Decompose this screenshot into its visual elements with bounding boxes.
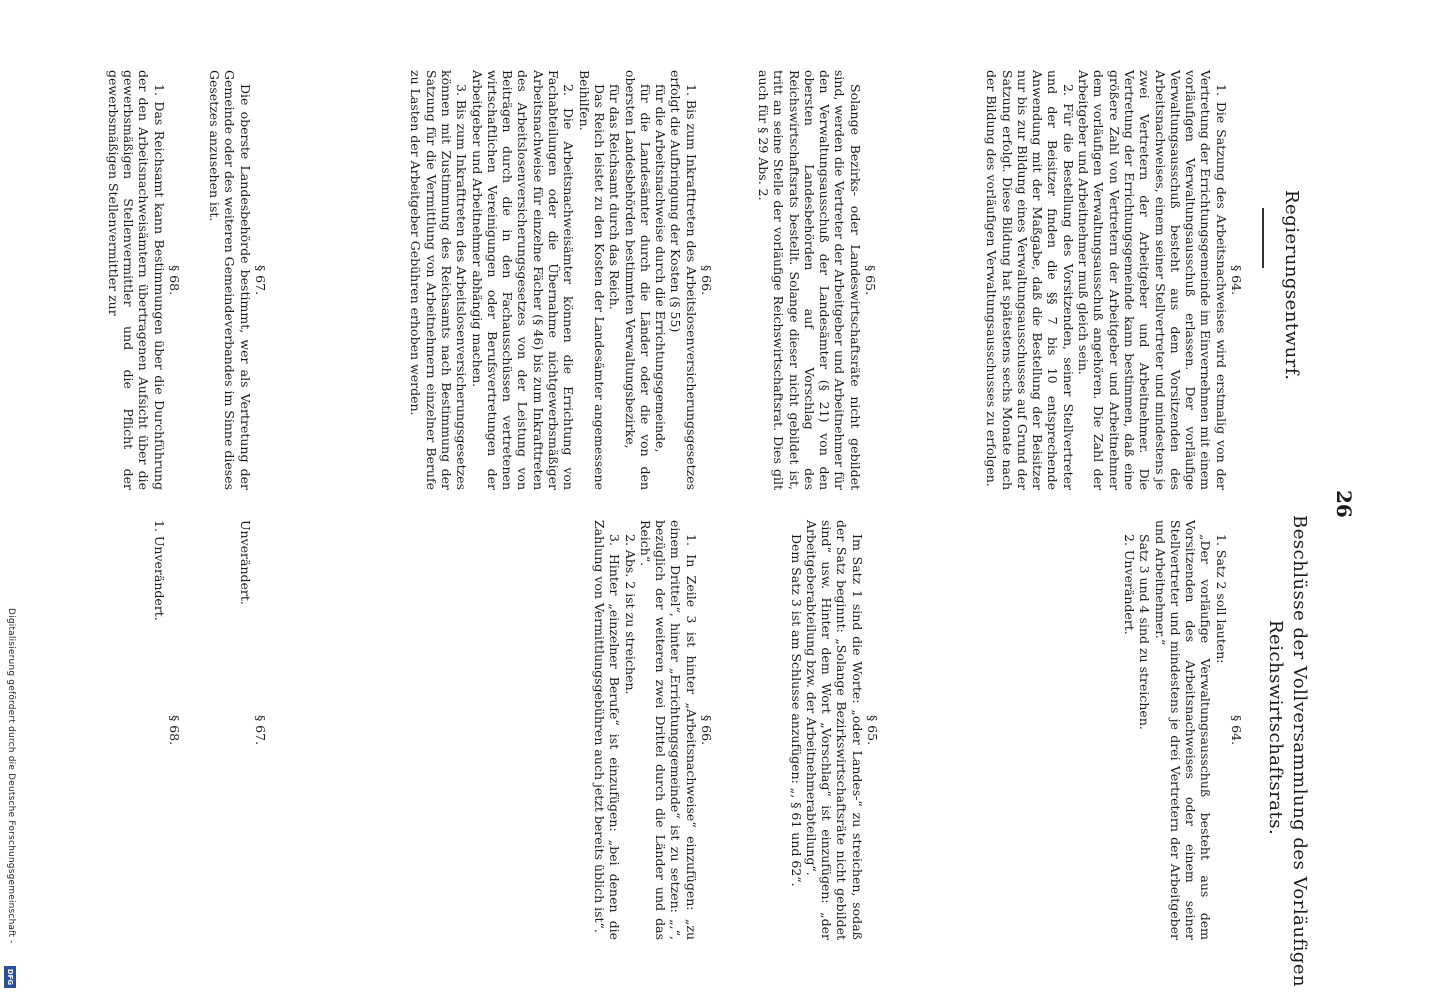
paragraph: 1. In Zeile 3 ist hinter „Arbeitsnachweise“ einzufügen: „zu einem Drittel“, hinter „Errichtungsgemeinde“ ist zu setzen: „,“, bezüglich der weiteren zwei Drittel durch die Länder und das Reich“. [637,520,699,940]
paragraph: 1. Das Reichsamt kann Bestimmungen über die Durchführung der den Arbeitsnachweisämtern übertragenen Aufsicht über die gewerbsmäßigen Stellenvermittler und die Pflicht der gewerbsmäßigen Stellenvermittler zur [105,70,167,490]
right-section-68 [151,520,182,940]
paragraph: 1. Die Satzung des Arbeitsnachweises wird erstmalig von der Vertretung der Errichtungsgemeinde im Einvernehmen mit einem vorläufigen Verwaltungsausschuß erlassen. Der vorläufige Verwaltungsausschuß besteht aus dem Vorsitzenden des Arbeitsnachweises, einem seiner Stellvertreter und mindestens je zwei Vertretern der Arbeitgeber und Arbeitnehmer. Die Vertretung der Errichtungsgemeinde kann bestimmen, daß eine größere Zahl von Vertretern der Arbeitgeber und Arbeitnehmer dem vorläufigen Verwaltungsausschuß angehören. Die Zahl der Arbeitgeber und Arbeitnehmer muß gleich sein. [1076,70,1229,490]
right-column-title-line1: Beschlüsse der Vollversammlung des Vorläufigen [1289,515,1310,988]
paragraph: für das Reichsamt durch das Reich. [607,84,623,310]
paragraph: Die oberste Landesbehörde bestimmt, wer als Vertretung der Gemeinde oder des weiteren Gemeindeverbandes im Sinne dieses Gesetzes anzusehen ist. [207,70,253,490]
paragraph: für die Landesämter durch die Länder oder die von den obersten Landesbehörden bestimmten Verwaltungsbezirke, [622,70,653,490]
right-section-64 [1122,520,1244,940]
right-section-67 [237,520,268,940]
section-heading: § 64. [1229,264,1244,296]
paragraph: 2. Die Arbeitsnachweisämter können die Errichtung von Fachabteilungen oder die Übernahme nichtgewerbsmäßiger Arbeitsnachweise für einzelne Fächer (§ 46) bis zum Inkrafttreten des Arbeitslosenversicherungsgesetzes von der Leistung von Beiträgen durch die in den Fachausschüssen vertretenen wirtschaftlichen Vereinigungen oder Berufsvertretungen der Arbeitgeber und Arbeitnehmer abhängig machen. [469,70,577,490]
section-heading: § 65. [865,714,880,746]
paragraph: 3. Hinter „einzelner Berufe“ ist einzufügen: „bei denen die Zahlung von Vermittlungsgebühren auch jetzt bereits üblich ist“. [591,520,623,940]
paragraph: 3. Bis zum Inkrafttreten des Arbeitslosenversicherungsgesetzes können mit Zustimmung des Reichsamts nach Bestimmung der Satzung für die Vermittlung von Arbeitnehmern einzelner Berufe zu Lasten der Arbeitgeber Gebühren erhoben werden. [408,70,470,490]
left-section-67 [207,70,268,490]
paragraph: 1. Satz 2 soll lauten: [1213,534,1229,664]
paragraph: Im Satz 1 sind die Worte: „oder Landes-“ zu streichen, sodaß der Satz beginnt: „Solange Bezirkswirtschaftsräte nicht gebildet sind“ usw. Hinter dem Wort „Vorschlag“ ist einzufügen: „der Arbeitgeberabteilung bzw. der Arbeitnehmerabteilung“. [803,520,865,940]
paragraph: 2. Abs. 2 ist zu streichen. [622,534,638,695]
section-heading: § 68. [167,264,182,296]
paragraph: 2. Unverändert. [1121,534,1137,635]
section-heading: § 65. [863,264,878,296]
paragraph: Dem Satz 3 ist am Schlusse anzufügen: „, § 61 und 62“. [788,534,804,887]
page-number: 26 [1332,490,1356,518]
title-divider [1262,208,1264,268]
paragraph: 1. Bis zum Inkrafttreten des Arbeitslosenversicherungsgesetzes erfolgt die Aufbringung der Kosten (§ 55) [668,70,699,490]
left-section-64 [984,70,1244,490]
digitization-footer: Digitalisierung gefördert durch die Deutsche Forschungsgemeinschaft - [6,608,16,944]
paragraph: für die Arbeitsnachweise durch die Errichtungsgemeinde, [653,84,669,453]
paragraph: Solange Bezirks- oder Landeswirtschaftsräte nicht gebildet sind, werden die Vertreter der Arbeitgeber und Arbeitnehmer für den Verwaltungsausschuß der Landesämter (§ 21) von den obersten Landesbehörden auf Vorschlag des Reichswirtschaftsrats bestellt. Solange dieser nicht gebildet ist, tritt an seine Stelle der vorläufige Reichswirtschaftsrat. Dies gilt auch für § 29 Abs. 2. [755,70,863,490]
paragraph: Satz 3 und 4 sind zu streichen. [1137,534,1153,730]
section-heading: § 66. [699,264,714,296]
paragraph: 1. Unverändert. [151,520,167,621]
paragraph: 2. Für die Bestellung des Vorsitzenden, seiner Stellvertreter und der Beisitzer finden die §§ 7 bis 10 entsprechende Anwendung mit der Maßgabe, daß die Bestellung der Beisitzer nur bis zur Bildung eines Verwaltungsausschusses auf Grund der Satzung erfolgt. Diese Bildung hat spätestens sechs Monate nach der Bildung des vorläufigen Verwaltungsausschusses zu erfolgen. [984,70,1076,490]
section-heading: § 67. [253,264,268,296]
left-section-66 [408,70,714,490]
right-section-66 [592,520,714,940]
paragraph: Das Reich leistet zu den Kosten der Landesämter angemessene Beihilfen. [576,70,607,490]
left-column-title: Regierungsentwurf. [1281,190,1302,381]
dfg-logo-icon: DFG [4,966,16,988]
right-section-65 [788,520,880,940]
section-heading: § 68. [167,714,182,746]
section-heading: § 67. [253,714,268,746]
section-heading: § 66. [699,714,714,746]
section-heading: § 64. [1229,714,1244,746]
left-section-65 [756,70,878,490]
left-section-68 [106,70,182,490]
paragraph: „Der vorläufige Verwaltungsausschuß besteht aus dem Vorsitzenden des Arbeitsnachweises oder einem seiner Stellvertreter und mindestens je drei Vertretern der Arbeitgeber und Arbeitnehmer.“ [1152,520,1214,940]
paragraph: Unverändert. [237,520,253,605]
right-column-title-line2: Reichswirtschaftsrats. [1265,620,1286,836]
